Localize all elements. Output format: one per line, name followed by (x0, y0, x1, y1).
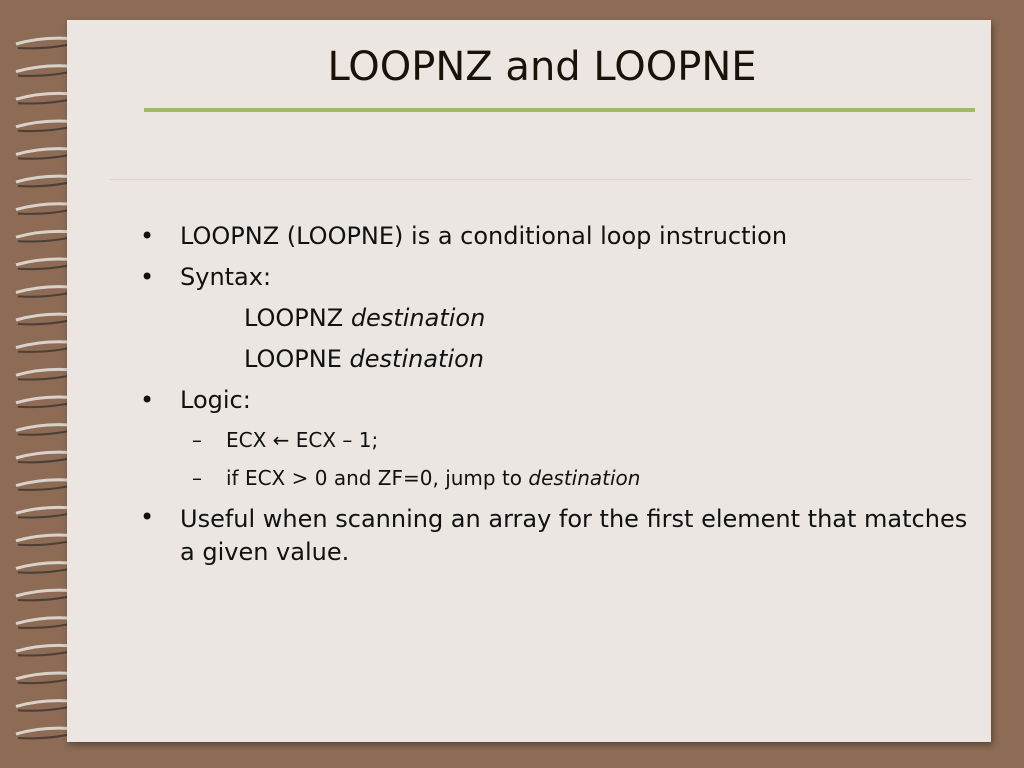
slide-page (67, 20, 991, 742)
dash-marker: – (192, 466, 202, 490)
bullet-marker: • (140, 503, 155, 531)
sub-bullet-text (226, 466, 640, 490)
slide-title: LOOPNZ and LOOPNE (327, 44, 757, 90)
syntax-text (244, 345, 484, 373)
bullet-text: Useful when scanning an array for the first element that matches a given value. (180, 505, 968, 566)
bullet-marker: • (140, 222, 155, 250)
bullet-marker: • (140, 386, 155, 414)
bullet-text: Syntax: (180, 263, 272, 291)
syntax-opcode: LOOPNE (244, 345, 342, 373)
dash-marker: – (192, 428, 202, 452)
divider-line (110, 179, 972, 180)
syntax-operand: destination (350, 304, 486, 332)
syntax-opcode: LOOPNZ (244, 304, 344, 332)
sub-bullet-text: ECX ← ECX – 1; (226, 428, 379, 452)
logic-condition: if ECX > 0 and ZF=0, jump to (226, 466, 523, 490)
logic-target: destination (528, 466, 641, 490)
bullet-text: LOOPNZ (LOOPNE) is a conditional loop instruction (180, 222, 788, 250)
syntax-operand: destination (349, 345, 485, 373)
title-underline (144, 108, 975, 112)
syntax-text (244, 304, 485, 332)
bullet-marker: • (140, 263, 155, 291)
bullet-text: Logic: (180, 386, 251, 414)
